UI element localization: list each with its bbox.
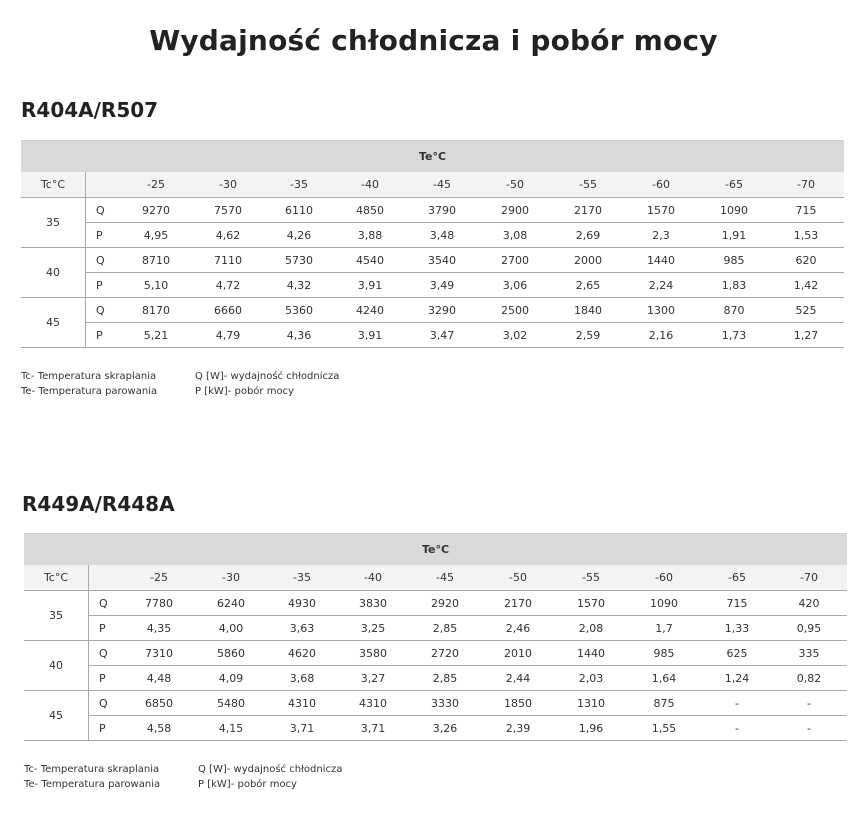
table-cell: 1310	[577, 697, 605, 710]
tc-group	[21, 248, 844, 298]
table-cell: 715	[795, 204, 817, 217]
temperature-header: -35	[293, 571, 311, 584]
legend-tc: Tc- Temperatura skraplania	[24, 764, 160, 775]
te-header: Te°C	[24, 533, 847, 565]
table-cell: 7780	[145, 597, 173, 610]
table-cell: 1,7	[655, 622, 673, 635]
table-cell: 4,79	[215, 329, 241, 342]
table-cell: 5480	[217, 697, 245, 710]
table-cell: 5,21	[143, 329, 169, 342]
legend-te: Te- Temperatura parowania	[21, 386, 158, 397]
te-header: Te°C	[21, 140, 844, 172]
table-cell: 5730	[285, 254, 313, 267]
table-cell: 2,24	[648, 279, 674, 292]
table-cell: 4,35	[146, 622, 172, 635]
tc-value: 35	[21, 198, 86, 247]
table-cell: 7570	[214, 204, 242, 217]
table-cell: 6850	[145, 697, 173, 710]
tc-header: Tc°C	[21, 172, 86, 197]
table-cell: 3,48	[429, 229, 455, 242]
table-cell: 4,15	[218, 722, 244, 735]
temperature-header: -35	[290, 178, 308, 191]
table-cell: 2500	[501, 304, 529, 317]
table-cell: 2920	[431, 597, 459, 610]
table-cell: 5860	[217, 647, 245, 660]
row-label: P	[99, 622, 106, 635]
table-cell: 1570	[647, 204, 675, 217]
capacity-row	[86, 198, 844, 223]
tc-value: 45	[24, 691, 89, 740]
capacity-row	[89, 641, 847, 666]
temperature-header: -25	[150, 571, 168, 584]
table-cell: 3,08	[502, 229, 528, 242]
temperature-header: -65	[725, 178, 743, 191]
group-rows	[89, 591, 847, 640]
temperature-header: -70	[800, 571, 818, 584]
page-title: Wydajność chłodnicza i pobór mocy	[149, 24, 718, 57]
temperature-header: -50	[509, 571, 527, 584]
capacity-row	[86, 248, 844, 273]
table-cell: 1,33	[724, 622, 750, 635]
table-cell: 2700	[501, 254, 529, 267]
power-row	[89, 716, 847, 740]
table-cell: 1440	[647, 254, 675, 267]
table-cell: 3290	[428, 304, 456, 317]
table-cell: 3,06	[502, 279, 528, 292]
power-row	[86, 323, 844, 347]
table-cell: 5360	[285, 304, 313, 317]
power-row	[89, 616, 847, 640]
row-label: Q	[96, 204, 105, 217]
table-cell: 5,10	[143, 279, 169, 292]
table-cell: 985	[723, 254, 745, 267]
legend-te: Te- Temperatura parowania	[24, 779, 161, 790]
section-title-r404a: R404A/R507	[21, 98, 159, 122]
table-cell: 335	[798, 647, 820, 660]
table-cell: 4,48	[146, 672, 172, 685]
row-label: P	[96, 279, 103, 292]
legend-p: P [kW]- pobór mocy	[198, 779, 297, 790]
table-cell: 1,64	[651, 672, 677, 685]
table-cell: 4310	[288, 697, 316, 710]
table-cell: 4,36	[286, 329, 312, 342]
table-cell: 2,39	[505, 722, 531, 735]
table-cell: 3,27	[360, 672, 386, 685]
table-cell: 2,59	[575, 329, 601, 342]
table-cell: 4850	[356, 204, 384, 217]
capacity-row	[89, 591, 847, 616]
table-cell: 3330	[431, 697, 459, 710]
tc-group	[24, 591, 847, 641]
table-cell: 9270	[142, 204, 170, 217]
legend-p: P [kW]- pobór mocy	[195, 386, 294, 397]
table-cell: 2,65	[575, 279, 601, 292]
table-cell: 8710	[142, 254, 170, 267]
table-cell: 1,96	[578, 722, 604, 735]
table-cell: 4,00	[218, 622, 244, 635]
temperature-header: -30	[219, 178, 237, 191]
table-cell: 420	[798, 597, 820, 610]
table-cell: 2170	[574, 204, 602, 217]
table-cell: 8170	[142, 304, 170, 317]
group-rows	[86, 298, 844, 347]
table-cell: 2,44	[505, 672, 531, 685]
temperature-header: -45	[436, 571, 454, 584]
table-cell: 2,46	[505, 622, 531, 635]
legend-tc: Tc- Temperatura skraplania	[21, 371, 157, 382]
table-cell: 2,16	[648, 329, 674, 342]
table-cell: 1440	[577, 647, 605, 660]
row-label: Q	[96, 304, 105, 317]
table-cell: 7110	[214, 254, 242, 267]
legend-r404a	[21, 369, 340, 399]
group-rows	[86, 198, 844, 247]
tc-group	[24, 641, 847, 691]
tc-group	[21, 198, 844, 248]
table-cell: 4,32	[286, 279, 312, 292]
table-cell: 1570	[577, 597, 605, 610]
column-header-row	[24, 565, 847, 591]
table-cell: 4540	[356, 254, 384, 267]
tc-value: 40	[21, 248, 86, 297]
column-header-row	[21, 172, 844, 198]
table-cell: 525	[795, 304, 817, 317]
table-cell: 4,58	[146, 722, 172, 735]
row-label: Q	[96, 254, 105, 267]
capacity-row	[89, 691, 847, 716]
table-cell: 6240	[217, 597, 245, 610]
power-row	[86, 223, 844, 247]
temperature-header: -60	[655, 571, 673, 584]
table-cell: 1,42	[793, 279, 819, 292]
row-label: P	[99, 672, 106, 685]
table-cell: 0,95	[796, 622, 822, 635]
table-cell: 4620	[288, 647, 316, 660]
temperature-headers	[86, 172, 844, 197]
power-row	[86, 273, 844, 297]
table-cell: 2,85	[432, 622, 458, 635]
table-cell: 2,85	[432, 672, 458, 685]
table-cell: -	[807, 697, 811, 710]
table-cell: 4930	[288, 597, 316, 610]
table-cell: 985	[653, 647, 675, 660]
table-cell: 4,95	[143, 229, 169, 242]
legend-r449a	[24, 762, 343, 792]
table-cell: 4,26	[286, 229, 312, 242]
table-cell: 3,26	[432, 722, 458, 735]
group-rows	[89, 691, 847, 740]
table-cell: 1840	[574, 304, 602, 317]
table-cell: 1090	[720, 204, 748, 217]
table-cell: -	[735, 722, 739, 735]
row-label: Q	[99, 647, 108, 660]
table-cell: 875	[653, 697, 675, 710]
table-cell: 2720	[431, 647, 459, 660]
table-cell: 1,55	[651, 722, 677, 735]
table-cell: 3580	[359, 647, 387, 660]
capacity-row	[86, 298, 844, 323]
table-cell: 3,91	[357, 329, 383, 342]
table-cell: 3790	[428, 204, 456, 217]
table-cell: 1850	[504, 697, 532, 710]
table-cell: 1090	[650, 597, 678, 610]
legend-q: Q [W]- wydajność chłodnicza	[195, 371, 340, 382]
table-cell: 1,83	[721, 279, 747, 292]
table-cell: 1,24	[724, 672, 750, 685]
table-cell: 4,62	[215, 229, 241, 242]
table-cell: 3,02	[502, 329, 528, 342]
table-cell: 2,08	[578, 622, 604, 635]
table-cell: 4240	[356, 304, 384, 317]
legend-qp	[195, 369, 339, 399]
table-cell: 3830	[359, 597, 387, 610]
table-cell: 3,47	[429, 329, 455, 342]
table-cell: 0,82	[796, 672, 822, 685]
power-row	[89, 666, 847, 690]
table-cell: -	[807, 722, 811, 735]
temperature-headers	[89, 565, 847, 590]
tc-value: 35	[24, 591, 89, 640]
tc-value: 45	[21, 298, 86, 347]
table-cell: 3,49	[429, 279, 455, 292]
table-cell: 2900	[501, 204, 529, 217]
table-cell: 870	[723, 304, 745, 317]
temperature-header: -40	[361, 178, 379, 191]
temperature-header: -55	[582, 571, 600, 584]
temperature-header: -30	[222, 571, 240, 584]
table-cell: 2,3	[652, 229, 670, 242]
legend-q: Q [W]- wydajność chłodnicza	[198, 764, 343, 775]
temperature-header: -40	[364, 571, 382, 584]
table-cell: 3,71	[289, 722, 315, 735]
temperature-header: -70	[797, 178, 815, 191]
table-cell: 2170	[504, 597, 532, 610]
table-cell: 620	[795, 254, 817, 267]
table-cell: 2010	[504, 647, 532, 660]
table-cell: 6110	[285, 204, 313, 217]
table-cell: 4310	[359, 697, 387, 710]
legend-qp	[198, 762, 342, 792]
table-cell: 715	[726, 597, 748, 610]
temperature-header: -60	[652, 178, 670, 191]
table-cell: 6660	[214, 304, 242, 317]
table-cell: 3,88	[357, 229, 383, 242]
temperature-header: -65	[728, 571, 746, 584]
row-label: P	[99, 722, 106, 735]
table-cell: 3,25	[360, 622, 386, 635]
performance-table-r449a	[24, 533, 847, 741]
row-label: Q	[99, 697, 108, 710]
table-cell: 1300	[647, 304, 675, 317]
table-cell: 3,91	[357, 279, 383, 292]
table-cell: -	[735, 697, 739, 710]
group-rows	[86, 248, 844, 297]
temperature-header: -50	[506, 178, 524, 191]
tc-group	[24, 691, 847, 741]
tc-group	[21, 298, 844, 348]
row-label: P	[96, 229, 103, 242]
row-label: P	[96, 329, 103, 342]
table-cell: 2,69	[575, 229, 601, 242]
tc-header: Tc°C	[24, 565, 89, 590]
group-rows	[89, 641, 847, 690]
table-cell: 3540	[428, 254, 456, 267]
temperature-header: -25	[147, 178, 165, 191]
temperature-header: -45	[433, 178, 451, 191]
tc-value: 40	[24, 641, 89, 690]
table-cell: 1,91	[721, 229, 747, 242]
table-cell: 7310	[145, 647, 173, 660]
table-cell: 2,03	[578, 672, 604, 685]
table-cell: 1,53	[793, 229, 819, 242]
table-cell: 4,09	[218, 672, 244, 685]
table-cell: 3,71	[360, 722, 386, 735]
table-cell: 1,73	[721, 329, 747, 342]
table-cell: 3,63	[289, 622, 315, 635]
table-cell: 4,72	[215, 279, 241, 292]
table-cell: 1,27	[793, 329, 819, 342]
table-cell: 3,68	[289, 672, 315, 685]
temperature-header: -55	[579, 178, 597, 191]
row-label: Q	[99, 597, 108, 610]
section-title-r449a: R449A/R448A	[22, 492, 175, 516]
performance-table-r404a	[21, 140, 844, 348]
table-cell: 625	[726, 647, 748, 660]
table-cell: 2000	[574, 254, 602, 267]
